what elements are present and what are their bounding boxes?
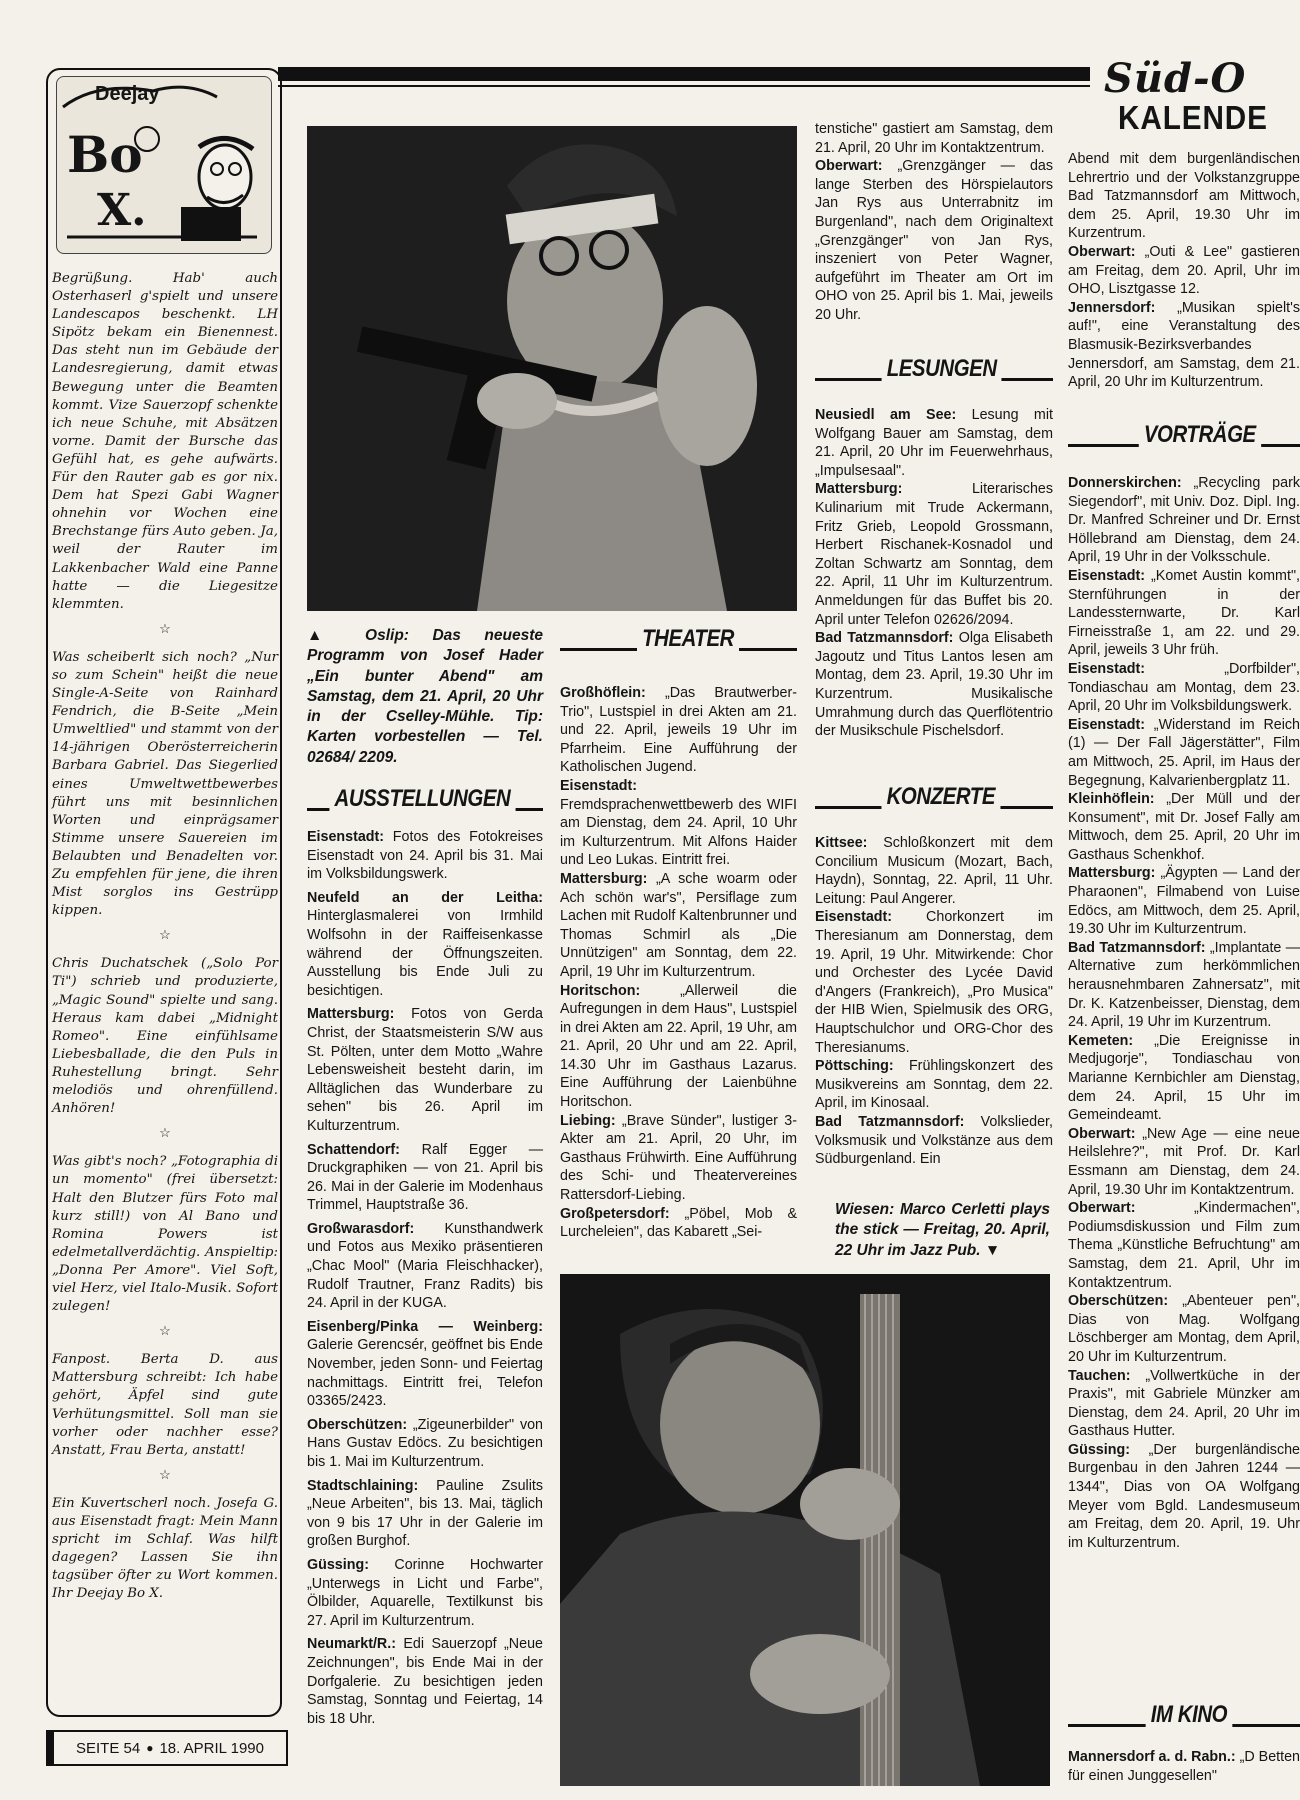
star-divider: ☆ bbox=[159, 1467, 171, 1483]
listing-entry bbox=[560, 982, 797, 1112]
listing-entry bbox=[815, 908, 1053, 1057]
listing-place: Eisenstadt: bbox=[560, 777, 638, 794]
listing-text: „Widerstand im Reich (1) — Der Fall Jägerstätter", Film am Mittwoch, 25. April, im Haus der Begegnung, Kalvarienbergplatz 11. bbox=[1068, 716, 1300, 789]
listing-entry bbox=[815, 120, 1053, 157]
listing-text: „Brave Sünder", lustiger 3-Akter am 21. April, 20 Uhr, im Gasthaus Frühwirth. Eine Aufführung des Schi- und Theatervereines Rattersdorf-Liebing. bbox=[560, 1112, 797, 1204]
konzerte-list bbox=[815, 834, 1053, 1169]
listing-entry bbox=[815, 406, 1053, 480]
listing-entry bbox=[815, 1057, 1053, 1113]
listing-place: Donnerskirchen: bbox=[1068, 475, 1182, 491]
listing-text: Fotos des Fotokreises Eisenstadt von 24. April bis 31. Mai im Volksbildungswerk. bbox=[307, 829, 543, 883]
kalender-continued bbox=[1068, 150, 1300, 392]
kino-list bbox=[1068, 1748, 1300, 1785]
deejay-paragraph: Ein Kuvertscherl noch. Josefa G. aus Eisenstadt fragt: Mein Mann spricht im Schlaf. Was hilft dagegen? Lassen Sie ihn tagsüber öfter zu Wort kommen. Ihr Deejay Bo X. bbox=[52, 1495, 278, 1602]
listing-entry bbox=[1068, 864, 1300, 938]
listing-text: „D Betten für einen Junggesellen" bbox=[1068, 1749, 1300, 1784]
listing-entry bbox=[560, 1205, 797, 1242]
listing-entry bbox=[1068, 1125, 1300, 1199]
ausstellungen-list bbox=[307, 828, 543, 1728]
listing-place: Oberwart: bbox=[1068, 1125, 1136, 1142]
listing-text: „Grenzgänger — das lange Sterben des Hörspielautors Jan Rys aus Unterrabnitz im Burgenland", nach dem Originaltext „Grenzgänger" von Jan Rys, inszeniert von Peter Wagner, aufgeführt im Theater am Ort im OHO von 25. April bis 1. Mai, jeweils 20 Uhr. bbox=[815, 158, 1053, 323]
page-footer bbox=[46, 1730, 288, 1766]
theater-list bbox=[560, 684, 797, 1242]
section-header-ausstellungen bbox=[307, 786, 543, 811]
listing-place: Stadtschlaining: bbox=[307, 1477, 419, 1494]
listing-place: Güssing: bbox=[1068, 1441, 1130, 1458]
listing-text: „Der Müll und der Konsument", mit Dr. Josef Fally am Mittwoch, dem 25. April, 20 Uhr im Gasthaus Schenkhof. bbox=[1068, 791, 1300, 863]
listing-place: Oberschützen: bbox=[307, 1416, 408, 1433]
photo-marco-cerletti bbox=[560, 1274, 1050, 1786]
listing-text: „Pöbel, Mob & Lurcheleien", das Kabarett „Sei- bbox=[560, 1205, 797, 1241]
section-header-vortraege bbox=[1068, 422, 1300, 447]
listing-place: Mattersburg: bbox=[307, 1006, 395, 1023]
issue-date: 18. APRIL 1990 bbox=[159, 1739, 264, 1757]
listing-text: „Die Ereignisse in Medjugorje", Tondiaschau von Marianne Kernbichler am Dienstag, dem 24. April, 15 Uhr im Gemeindeamt. bbox=[1068, 1032, 1300, 1124]
listing-text: „Das Brautwerber-Trio", Lustspiel in drei Akten am 21. und 22. April, jeweils 19 Uhr im Pfarrheim. Eine Aufführung der Katholischen Jugend. bbox=[560, 685, 797, 776]
listing-place: Eisenberg/Pinka — Weinberg: bbox=[307, 1318, 543, 1335]
listing-place: Kleinhöflein: bbox=[1068, 791, 1155, 808]
masthead-script-title: Süd-O bbox=[1104, 55, 1247, 102]
listing-place: Jennersdorf: bbox=[1068, 299, 1156, 316]
listing-text: „Allerweil die Aufregungen in dem Haus", Lustspiel in drei Akten am 22. April, 19 Uhr, am 21. April, 20 Uhr und am 22. April, 14.30 Uhr im Gasthaus Lazarus. Eine Aufführung der Laienbühne Horitschon. bbox=[560, 982, 797, 1111]
listing-place: Eisenstadt: bbox=[1068, 567, 1146, 584]
listing-place: Bad Tatzmannsdorf: bbox=[815, 630, 954, 647]
star-divider: ☆ bbox=[159, 1324, 171, 1340]
listing-place: Eisenstadt: bbox=[1068, 660, 1146, 677]
listing-entry bbox=[1068, 1032, 1300, 1125]
listing-text: „Musikan spielt's auf!", eine Veranstaltung des Blasmusik-Bezirksverbandes Jennersdorf, am Samstag, dem 21. April, 20 Uhr im Kulturzentrum. bbox=[1068, 299, 1300, 391]
listing-entry bbox=[307, 1220, 543, 1313]
listing-entry bbox=[1068, 474, 1300, 567]
listing-entry bbox=[1068, 1367, 1300, 1441]
listing-place: Großhöflein: bbox=[560, 685, 646, 701]
listing-place: Mattersburg: bbox=[1068, 865, 1156, 882]
listing-text: Literarisches Kulinarium mit Trude Ackermann, Fritz Grieb, Leopold Grossmann, Herbert Rischanek-Kosnadol und Zoltan Schwartz am Sonntag, dem 22. April, 11 Uhr im Kulturzentrum. Anmeldungen für das Buffet bis 20. April unter Telefon 02626/2094. bbox=[815, 481, 1053, 628]
section-title: LESUNGEN bbox=[882, 356, 1002, 382]
listing-text: Ralf Egger — Druckgraphiken — von 21. April bis 26. Mai in der Galerie im Modenhaus Trimmel, Hauptstraße 36. bbox=[307, 1141, 543, 1214]
listing-place: Mattersburg: bbox=[815, 481, 903, 498]
listing-entry bbox=[1068, 660, 1300, 716]
listing-text: Fremdsprachenwettbewerb des WIFI am Dienstag, dem 24. April, 10 Uhr im Kulturzentrum. Mit Alfons Haider und Leo Lukas. Eintritt frei. bbox=[560, 796, 797, 869]
listing-text: tenstiche" gastiert am Samstag, dem 21. April, 20 Uhr im Kontaktzentrum. bbox=[815, 121, 1053, 156]
listing-place: Tauchen: bbox=[1068, 1367, 1131, 1384]
listing-entry bbox=[307, 1416, 543, 1472]
vortraege-list bbox=[1068, 474, 1300, 1552]
listing-entry bbox=[1068, 150, 1300, 243]
section-header-lesungen bbox=[815, 356, 1053, 381]
listing-text: Hinterglasmalerei von Irmhild Wolfsohn in der Raiffeisenkasse während der Öffnungszeiten. Ausstellung bis Ende Juli zu besichtigen. bbox=[307, 908, 543, 999]
listing-text: „A sche woarm oder Ach schön war's", Persiflage zum Lachen mit Rudolf Kaltenbrunner und Thomas Schmirl als „Die Unnützigen" am Sonntag, dem 22. April, 19 Uhr im Kulturzentrum. bbox=[560, 870, 797, 980]
listing-place: Oberwart: bbox=[1068, 1200, 1136, 1217]
listing-place: Oberwart: bbox=[1068, 243, 1136, 260]
lesungen-list bbox=[815, 406, 1053, 741]
deejay-paragraph: Fanpost. Berta D. aus Mattersburg schreibt: Ich habe gehört, Äpfel sind gute Verhütungsmittel. Soll man sie vorher oder nachher esse? Anstatt, Frau Berta, anstatt! bbox=[52, 1352, 278, 1458]
listing-text: Volkslieder, Volksmusik und Volkstänze aus dem Südburgenland. Ein bbox=[815, 1113, 1053, 1168]
listing-text: Galerie Gerencsér, geöffnet bis Ende November, jeden Sonn- und Feiertag nachmittags. Eintritt frei, Telefon 03365/2423. bbox=[307, 1337, 543, 1410]
listing-entry bbox=[560, 870, 797, 982]
listing-place: Neusiedl am See: bbox=[815, 407, 957, 423]
deejay-logo-bo: Bo bbox=[67, 125, 143, 184]
listing-place: Schattendorf: bbox=[307, 1141, 400, 1158]
listing-place: Horitschon: bbox=[560, 982, 641, 999]
deejay-logo-x: X. bbox=[97, 185, 147, 236]
right-column-clip bbox=[1068, 150, 1300, 1800]
listing-place: Liebing: bbox=[560, 1112, 616, 1129]
listing-entry bbox=[307, 1556, 543, 1630]
listing-entry bbox=[307, 889, 543, 1001]
deejay-logo bbox=[56, 76, 272, 254]
listing-entry bbox=[1068, 939, 1300, 1032]
listing-place: Oberwart: bbox=[815, 158, 883, 175]
listing-entry bbox=[1068, 1748, 1300, 1785]
listing-entry bbox=[307, 1318, 543, 1411]
listing-text: „Kindermachen", Podiumsdiskussion und Film zum Thema „Künstliche Befruchtung" am Samstag, dem 21. April, Uhr im Kontaktzentrum. bbox=[1068, 1200, 1300, 1291]
listing-entry bbox=[1068, 299, 1300, 392]
listing-place: Kemeten: bbox=[1068, 1032, 1134, 1049]
listing-entry bbox=[307, 828, 543, 884]
listing-text: „Dorfbilder", Tondiaschau am Montag, dem 23. April, 20 Uhr im Volksbildungswerk. bbox=[1068, 660, 1300, 715]
theater-continued bbox=[815, 120, 1053, 325]
star-divider: ☆ bbox=[159, 928, 171, 944]
listing-place: Pöttsching: bbox=[815, 1058, 894, 1075]
listing-text: Edi Sauerzopf „Neue Zeichnungen", bis Ende Mai in der Dorfgalerie. Zu besichtigen jeden Samstag, Sonntag und Feiertag, 14 bis 18 Uhr. bbox=[307, 1636, 543, 1727]
section-title: IM KINO bbox=[1146, 1702, 1233, 1728]
deejay-paragraph: Chris Duchatschek („Solo Por Ti") schrieb und produzierte, „Magic Sound" spielte und sang. Heraus kam dabei „Midnight Romeo". Eine einfühlsame Liebesballade, die den Puls in Ruhestellung bringt. Sehr melodiös und ohrenfüllend. Anhören! bbox=[52, 956, 278, 1117]
listing-text: Lesung mit Wolfgang Bauer am Samstag, dem 21. April, 20 Uhr im Feuerwehrhaus, „Impulsesaal". bbox=[815, 407, 1053, 479]
listing-entry bbox=[815, 834, 1053, 908]
listing-text: „Vollwertküche in der Praxis", mit Gabriele Münzker am Dienstag, dem 24. April, 20 Uhr im Gasthaus Hutter. bbox=[1068, 1367, 1300, 1440]
listing-place: Bad Tatzmannsdorf: bbox=[815, 1113, 965, 1130]
listing-place: Eisenstadt: bbox=[307, 829, 385, 845]
photo-josef-hader bbox=[307, 126, 797, 611]
listing-entry bbox=[307, 1635, 543, 1728]
listing-place: Bad Tatzmannsdorf: bbox=[1068, 939, 1206, 956]
listing-place: Großpetersdorf: bbox=[560, 1205, 670, 1222]
listing-place: Eisenstadt: bbox=[1068, 716, 1146, 733]
listing-entry bbox=[1068, 243, 1300, 299]
listing-entry bbox=[307, 1005, 543, 1135]
section-title: VORTRÄGE bbox=[1139, 422, 1261, 448]
listing-text: „New Age — eine neue Heilslehre?", mit Prof. Dr. Karl Essmann am Dienstag, dem 24. April, 19.30 Uhr im Kontaktzentrum. bbox=[1068, 1125, 1300, 1198]
listing-text: Abend mit dem burgenländischen Lehrertrio und der Volkstanzgruppe Bad Tatzmannsdorf am Mittwoch, dem 25. April, 19.30 Uhr im Kurzentrum. bbox=[1068, 151, 1300, 242]
listing-entry bbox=[560, 1112, 797, 1205]
listing-place: Großwarasdorf: bbox=[307, 1220, 415, 1237]
listing-text: Olga Elisabeth Jagoutz und Titus Lantos lesen am Montag, dem 23. April, 19.30 Uhr im Kurzentrum. Musikalische Umrahmung durch das Querflötentrio der Musikschule Pischelsdorf. bbox=[815, 630, 1053, 740]
listing-place: Kittsee: bbox=[815, 835, 868, 851]
musician-with-stick-image bbox=[560, 1274, 1050, 1786]
listing-entry bbox=[815, 480, 1053, 629]
listing-entry bbox=[1068, 1292, 1300, 1366]
listing-entry bbox=[815, 157, 1053, 324]
listing-text: Corinne Hochwarter „Unterwegs in Licht und Farbe", Ölbilder, Aquarelle, Textilkunst bis 27. April im Kulturzentrum. bbox=[307, 1556, 543, 1629]
photo1-caption: ▲ Oslip: Das neueste Programm von Josef Hader „Ein bunter Abend" am Samstag, dem 21. April, 20 Uhr in der Cselley-Mühle. Tip: Karten vorbestellen — Tel. 02684/ 2209. bbox=[307, 627, 543, 766]
listing-text: Schloßkonzert mit dem Concilium Musicum (Mozart, Bach, Haydn), Sonntag, 22. April, 11 Uhr. Leitung: Paul Angerer. bbox=[815, 835, 1053, 907]
listing-entry bbox=[815, 1113, 1053, 1169]
section-title: KONZERTE bbox=[881, 784, 1000, 810]
listing-text: „Implantate — Alternative zum herkömmlichen herausnehmbaren Zahnersatz", mit Dr. K. Katzenbeisser, Dienstag, dem 24. April, 19 Uhr im Kurzentrum. bbox=[1068, 939, 1300, 1031]
masthead bbox=[1090, 55, 1285, 138]
photo2-caption: Wiesen: Marco Cerletti plays the stick — Freitag, 20. April, 22 Uhr im Jazz Pub. ▼ bbox=[835, 1201, 1050, 1259]
deejay-column bbox=[52, 270, 278, 1607]
listing-text: Chorkonzert im Theresianum am Donnerstag, dem 19. April, 19 Uhr. Mitwirkende: Chor und Orchester des Lycée David d'Angers (Frankreich), „Pro Musica" der HIB Wien, Spielmusik des ORG, Hauptschulchor und ORG-Chor des Theresianums. bbox=[815, 909, 1053, 1056]
listing-place: Güssing: bbox=[307, 1556, 369, 1573]
section-header-konzerte bbox=[815, 784, 1053, 809]
deejay-paragraph: Was gibt's noch? „Fotographia di un momento" (frei übersetzt: Halt den Blutzer fürs Foto mal kurz still!) von Al Bano und Romina Powers ist edelmetallverdächtig. Anspieltip: „Donna Per Amore". Viel Soft, viel Herz, viel Italo-Musik. Sofort zulegen! bbox=[52, 1154, 278, 1315]
listing-text: „Abenteuer pen", Dias von Mag. Wolfgang Löschberger am Montag, dem April, 20 Uhr im Kulturzentrum. bbox=[1068, 1293, 1300, 1365]
deejay-logo-top: Deejay bbox=[95, 83, 160, 105]
listing-entry bbox=[307, 1141, 543, 1215]
deejay-paragraph: Was scheiberlt sich noch? „Nur so zum Schein" heißt die neue Single-A-Seite von Rainhard Fendrich, die B-Seite „Mein Umweltlied" und stammt von der 14-jährigen Oberösterreicherin Barbara Gabriel. Das Siegerlied eines Umweltwettbewerbes führt uns mit besinnlichen Worten und einprägsamer Stimme unsere Sauereien im Belaubten und Benadelten vor. Zu empfehlen für jene, die ihren Mist sorglos ins Gestrüpp kippen. bbox=[52, 649, 278, 919]
listing-entry bbox=[1068, 716, 1300, 790]
section-header-kino bbox=[1068, 1702, 1300, 1727]
listing-text: „Komet Austin kommt", Sternführungen in der Landessternwarte, Dr. Karl Firneisstraße 1, am 22. und 29. April, jeweils 3 Uhr früh. bbox=[1068, 567, 1300, 659]
listing-text: „Zigeunerbilder" von Hans Gustav Edöcs. Zu besichtigen bis 1. Mai im Kulturzentrum. bbox=[307, 1416, 543, 1470]
star-divider: ☆ bbox=[159, 1126, 171, 1142]
listing-text: „Ägypten — Land der Pharaonen", Filmabend von Luise Edöcs, am Mittwoch, dem 25. April, 19.30 Uhr im Kulturzentrum. bbox=[1068, 865, 1300, 938]
deejay-paragraph: Begrüßung. Hab' auch Osterhaserl g'spielt und unsere Landescapos beschenkt. LH Sipötz bekam ein Bienennest. Das steht nun im Gebäude der Landesregierung, damit etwas Bewegung unter die Beamten kommt. Vize Sauerzopf schenkte ich neue Schuhe, mit Absätzen vorne. Damit der Bursche das Gefühl hat, es gehe aufwärts. Für den Rauter gab es gor nix. Dem hat Spezi Gabi Wagner ohnehin vor Wochen eine Brechstange fürs Auto geben. Ja, weil der Rauter im Lakkenbacher Wald eine Panne hatte — die Liegesitze klemmten. bbox=[52, 271, 278, 612]
listing-text: „Der burgenländische Burgenbau in den Jahren 1244 — 1344", Dias von OA Wolfgang Meyer vom Bgld. Landesmuseum am Freitag, dem 20. April, 19. Uhr im Kulturzentrum. bbox=[1068, 1441, 1300, 1551]
section-title: THEATER bbox=[637, 626, 739, 652]
masthead-kalender: KALENDE bbox=[1118, 99, 1268, 136]
listing-place: Neufeld an der Leitha: bbox=[307, 889, 543, 906]
listing-text: „Outi & Lee" gastieren am Freitag, dem 20. April, Uhr im OHO, Lisztgasse 12. bbox=[1068, 243, 1300, 298]
star-divider: ☆ bbox=[159, 621, 171, 637]
listing-place: Oberschützen: bbox=[1068, 1293, 1169, 1310]
listing-entry bbox=[560, 684, 797, 777]
listing-text: Fotos von Gerda Christ, der Staatsmeisterin S/W aus St. Pölten, unter dem Motto „Wahre Lebensweisheit besteht darin, im Alltäglichen das Wunderbare zu sehen" bis 26. April im Kulturzentrum. bbox=[307, 1006, 543, 1134]
listing-entry bbox=[1068, 790, 1300, 864]
listing-text: Frühlingskonzert des Musikvereins am Sonntag, dem 22. April, im Kinosaal. bbox=[815, 1058, 1053, 1112]
bullet-icon: ● bbox=[146, 1741, 154, 1755]
listing-entry bbox=[1068, 1199, 1300, 1292]
listing-entry bbox=[560, 777, 797, 870]
listing-entry bbox=[307, 1477, 543, 1551]
section-title: AUSSTELLUNGEN bbox=[329, 786, 515, 812]
listing-place: Mannersdorf a. d. Rabn.: bbox=[1068, 1749, 1236, 1765]
performer-with-gun-image bbox=[307, 126, 797, 611]
listing-entry bbox=[1068, 567, 1300, 660]
listing-text: Pauline Zsulits „Neue Arbeiten", bis 13. Mai, täglich von 9 bis 17 Uhr in der Galerie im großen Burghof. bbox=[307, 1477, 543, 1550]
listing-entry bbox=[1068, 1441, 1300, 1553]
listing-place: Eisenstadt: bbox=[815, 909, 893, 926]
listing-entry bbox=[815, 629, 1053, 741]
listing-place: Neumarkt/R.: bbox=[307, 1636, 396, 1653]
listing-text: Kunsthandwerk und Fotos aus Mexiko präsentieren „Chac Mool" (Maria Fleischhacker), Rudolf Trautner, Franz Radits) bis 24. April in der KUGA. bbox=[307, 1220, 543, 1312]
section-header-theater bbox=[560, 626, 797, 651]
listing-place: Mattersburg: bbox=[560, 870, 648, 887]
page-number: SEITE 54 bbox=[76, 1739, 141, 1757]
listing-text: „Recycling park Siegendorf", mit Univ. Doz. Dipl. Ing. Dr. Manfred Schreiner und Dr. Ernst Höllebrand am Dienstag, dem 24. April, 19 Uhr in der Volksschule. bbox=[1068, 475, 1300, 566]
